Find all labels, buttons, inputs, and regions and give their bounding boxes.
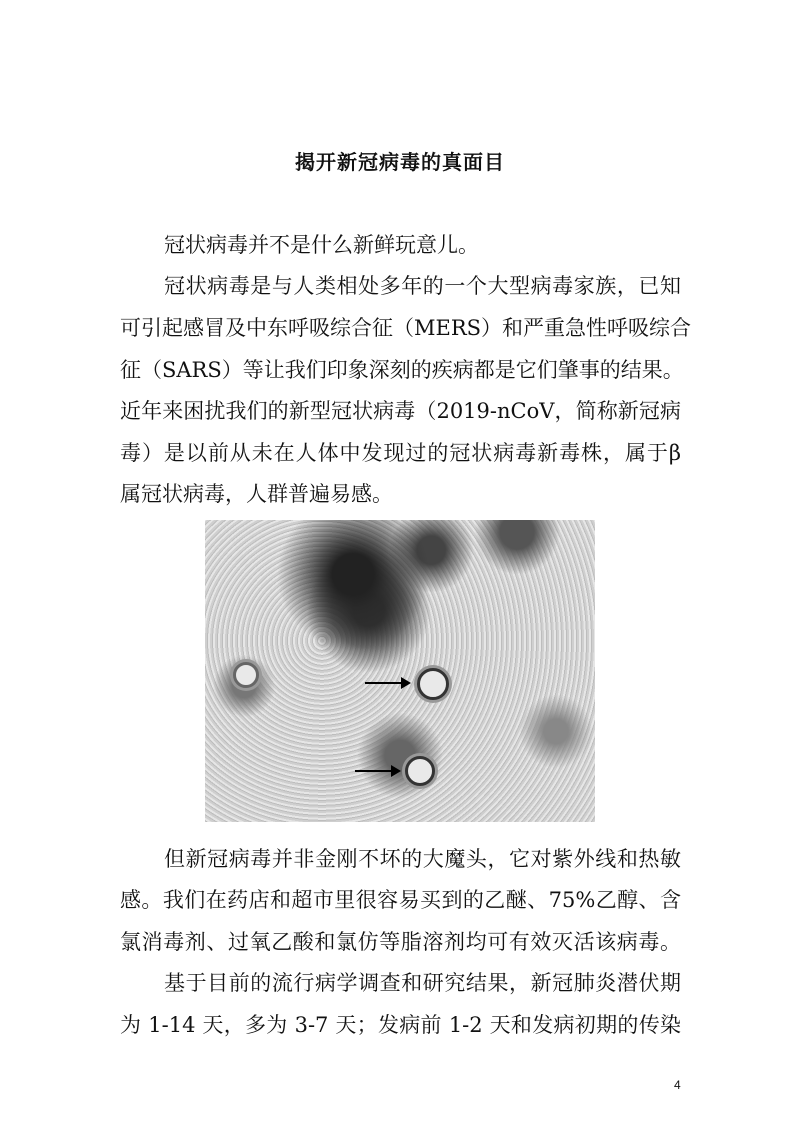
paragraph-line: 可引起感冒及中东呼吸综合征（MERS）和严重急性呼吸综合 bbox=[120, 316, 692, 340]
paragraph-line: 冠状病毒是与人类相处多年的一个大型病毒家族，已知 bbox=[164, 274, 681, 298]
paragraph-line: 为 1-14 天，多为 3-7 天；发病前 1-2 天和发病初期的传染 bbox=[120, 1013, 681, 1037]
virus-particle bbox=[233, 662, 259, 688]
paragraph-line: 基于目前的流行病学调查和研究结果，新冠肺炎潜伏期 bbox=[164, 971, 681, 995]
arrow-icon bbox=[355, 770, 399, 772]
paragraph-line: 属冠状病毒，人群普遍易感。 bbox=[120, 482, 393, 506]
paragraph-line: 冠状病毒并不是什么新鲜玩意儿。 bbox=[164, 233, 479, 257]
paragraph-line: 征（SARS）等让我们印象深刻的疾病都是它们肇事的结果。 bbox=[120, 358, 684, 382]
electron-microscope-image bbox=[205, 520, 595, 822]
paragraph-line: 感。我们在药店和超市里很容易买到的乙醚、75%乙醇、含 bbox=[120, 888, 681, 912]
paragraph-line: 近年来困扰我们的新型冠状病毒（2019-nCoV，简称新冠病 bbox=[120, 399, 681, 423]
arrow-icon bbox=[365, 682, 409, 684]
paragraph-line: 毒）是以前从未在人体中发现过的冠状病毒新毒株，属于β bbox=[120, 441, 681, 465]
virus-particle bbox=[405, 756, 435, 786]
paragraph-line: 氯消毒剂、过氧乙酸和氯仿等脂溶剂均可有效灭活该病毒。 bbox=[120, 930, 681, 954]
page-title: 揭开新冠病毒的真面目 bbox=[295, 150, 505, 174]
page-number: 4 bbox=[674, 1078, 681, 1092]
virus-particle bbox=[417, 668, 449, 700]
paragraph-line: 但新冠病毒并非金刚不坏的大魔头，它对紫外线和热敏 bbox=[164, 847, 681, 871]
